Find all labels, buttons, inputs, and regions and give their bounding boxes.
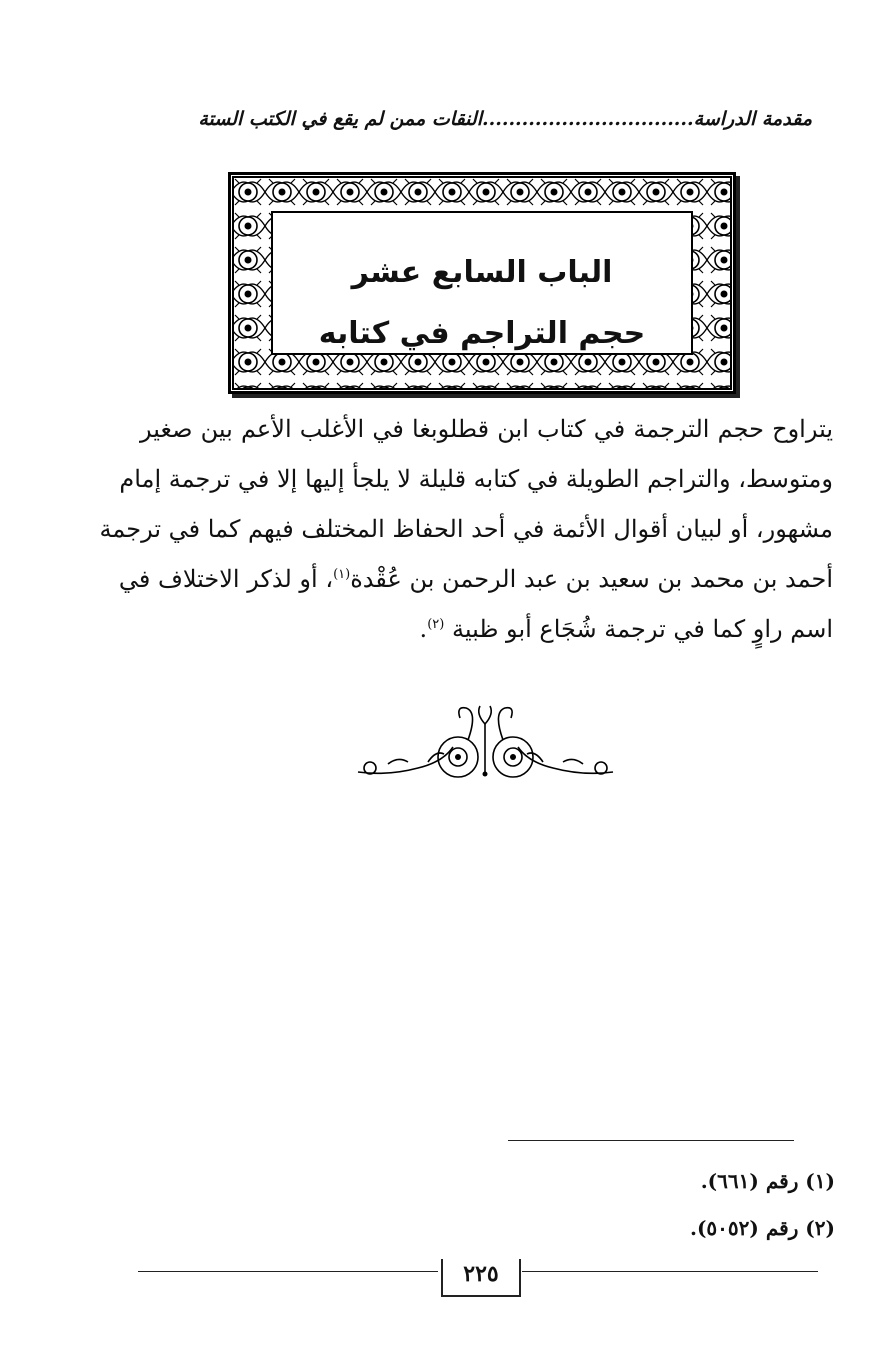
running-header — [140, 108, 812, 130]
body-text-run: أحمد بن محمد بن سعيد بن عبد الرحمن بن عُقْدة — [350, 565, 833, 593]
footnote-item: (٢) رقم (٥٠٥٢). — [689, 1216, 835, 1240]
chapter-title-frame — [228, 172, 736, 394]
footer-rule-right — [522, 1271, 818, 1272]
body-text-run: ، أو لذكر الاختلاف في — [118, 565, 334, 593]
footnote-item: (١) رقم (٦٦١). — [700, 1169, 835, 1193]
body-line: مشهور، أو لبيان أقوال الأئمة في أحد الحفاظ المختلف فيهم كما في ترجمة — [99, 515, 833, 543]
header-dots: ................................ — [481, 108, 694, 130]
footnote-marker: (١) — [333, 567, 351, 582]
body-text-run: اسم راوٍ كما في ترجمة شُجَاع أبو ظبية — [451, 615, 833, 643]
body-line: يتراوح حجم الترجمة في كتاب ابن قطلوبغا في الأغلب الأعم بين صغير — [140, 415, 833, 443]
chapter-title-panel — [271, 211, 693, 355]
chapter-number: الباب السابع عشر — [351, 255, 613, 290]
footnote-marker: (٢) — [427, 617, 445, 632]
footnotes — [500, 1158, 835, 1252]
page-number: ٢٢٥ — [441, 1259, 521, 1297]
body-line: ومتوسط، والتراجم الطويلة في كتابه قليلة لا يلجأ إليها إلا في ترجمة إمام — [119, 465, 833, 493]
decorative-flourish-icon — [348, 702, 623, 782]
header-section-title: مقدمة الدراسة — [693, 108, 812, 130]
footer-rule-left — [138, 1271, 438, 1272]
body-line — [140, 604, 833, 654]
footnote-separator — [508, 1140, 794, 1141]
chapter-title: حجم التراجم في كتابه — [318, 316, 646, 351]
body-text-run: . — [419, 615, 428, 643]
body-paragraph — [99, 404, 833, 654]
body-line — [118, 554, 833, 604]
header-book-title: النقات ممن لم يقع في الكتب الستة — [198, 108, 482, 130]
